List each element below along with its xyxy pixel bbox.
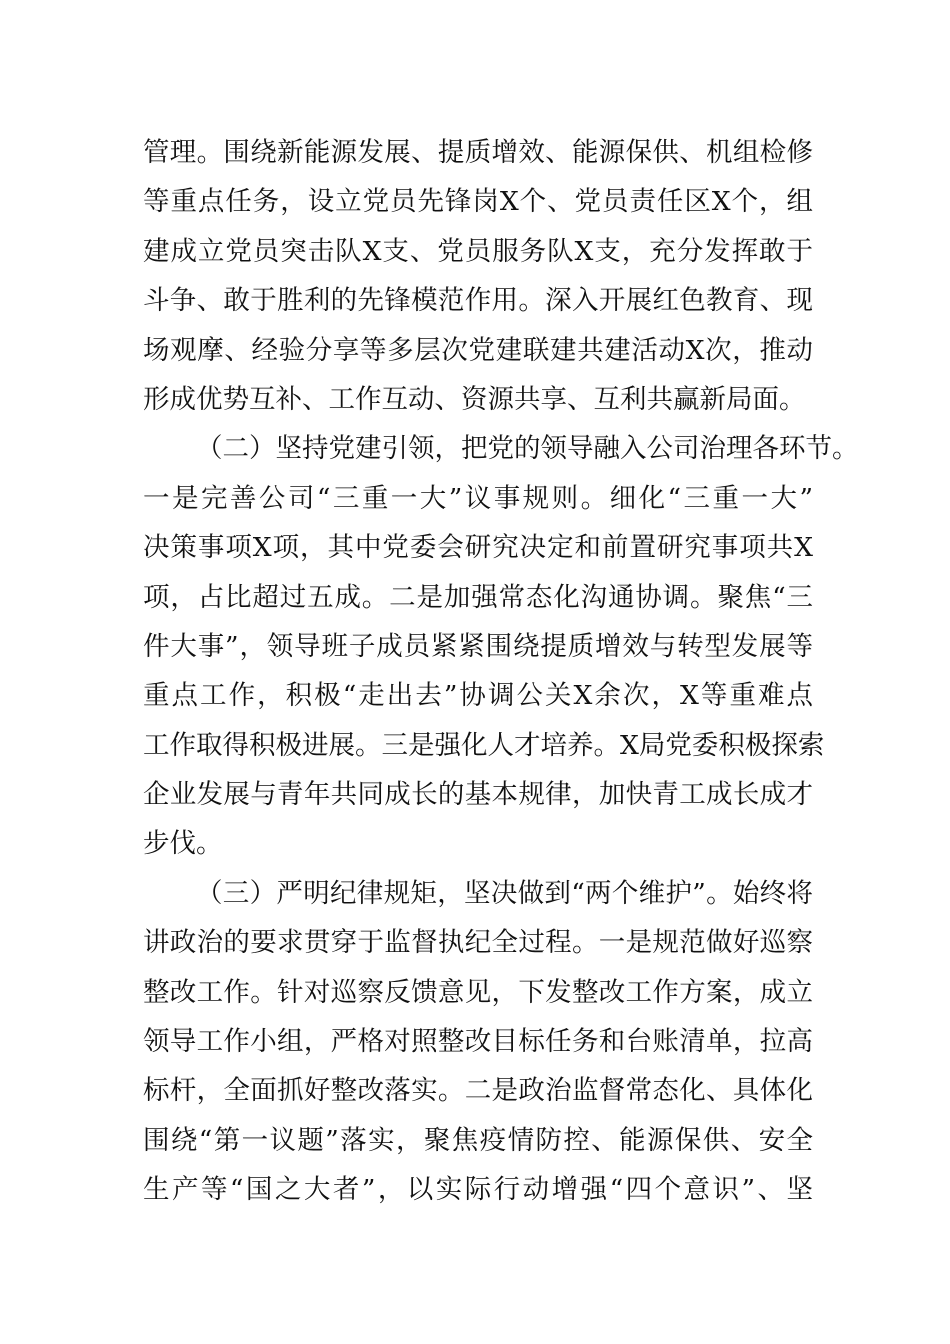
body-text [143,128,859,1215]
text-line: 建成立党员突击队X支、党员服务队X支，充分发挥敢于 [143,235,813,267]
text-line: 场观摩、经验分享等多层次党建联建共建活动X次，推动 [143,334,813,366]
text-line: 形成优势互补、工作互动、资源共享、互利共赢新局面。 [143,383,806,415]
text-line: 等重点任务，设立党员先锋岗X个、党员责任区X个，组 [143,186,813,218]
text-line: 讲政治的要求贯穿于监督执纪全过程。一是规范做好巡察 [143,927,813,959]
text-line: 管理。围绕新能源发展、提质增效、能源保供、机组检修 [143,137,813,168]
text-line: 件大事”，领导班子成员紧紧围绕提质增效与转型发展等 [143,630,813,662]
section-heading-line: （二）坚持党建引领，把党的领导融入公司治理各环节。 [196,433,859,465]
text-line: 决策事项X项，其中党委会研究决定和前置研究事项共X [143,532,813,564]
text-line: 标杆，全面抓好整改落实。二是政治监督常态化、具体化 [143,1075,813,1107]
text-line: 围绕“第一议题”落实，聚焦疫情防控、能源保供、安全 [143,1124,813,1156]
text-line: 步伐。 [143,828,223,860]
section-heading-line: （三）严明纪律规矩，坚决做到“两个维护”。始终将 [196,877,813,909]
text-line: 斗争、敢于胜利的先锋模范作用。深入开展红色教育、现 [143,285,813,317]
text-line: 项，占比超过五成。二是加强常态化沟通协调。聚焦“三 [143,581,813,613]
text-line: 一是完善公司“三重一大”议事规则。细化“三重一大” [143,482,813,514]
text-line: 生产等“国之大者”，以实际行动增强“四个意识”、坚 [143,1174,813,1206]
text-line: 领导工作小组，严格对照整改目标任务和台账清单，拉高 [143,1026,813,1058]
text-line: 整改工作。针对巡察反馈意见，下发整改工作方案，成立 [143,976,813,1008]
text-line: 重点工作，积极“走出去”协调公关X余次，X等重难点 [143,680,813,712]
text-line: 工作取得积极进展。三是强化人才培养。X局党委积极探索 [143,729,825,761]
text-line: 企业发展与青年共同成长的基本规律，加快青工成长成才 [143,779,813,811]
